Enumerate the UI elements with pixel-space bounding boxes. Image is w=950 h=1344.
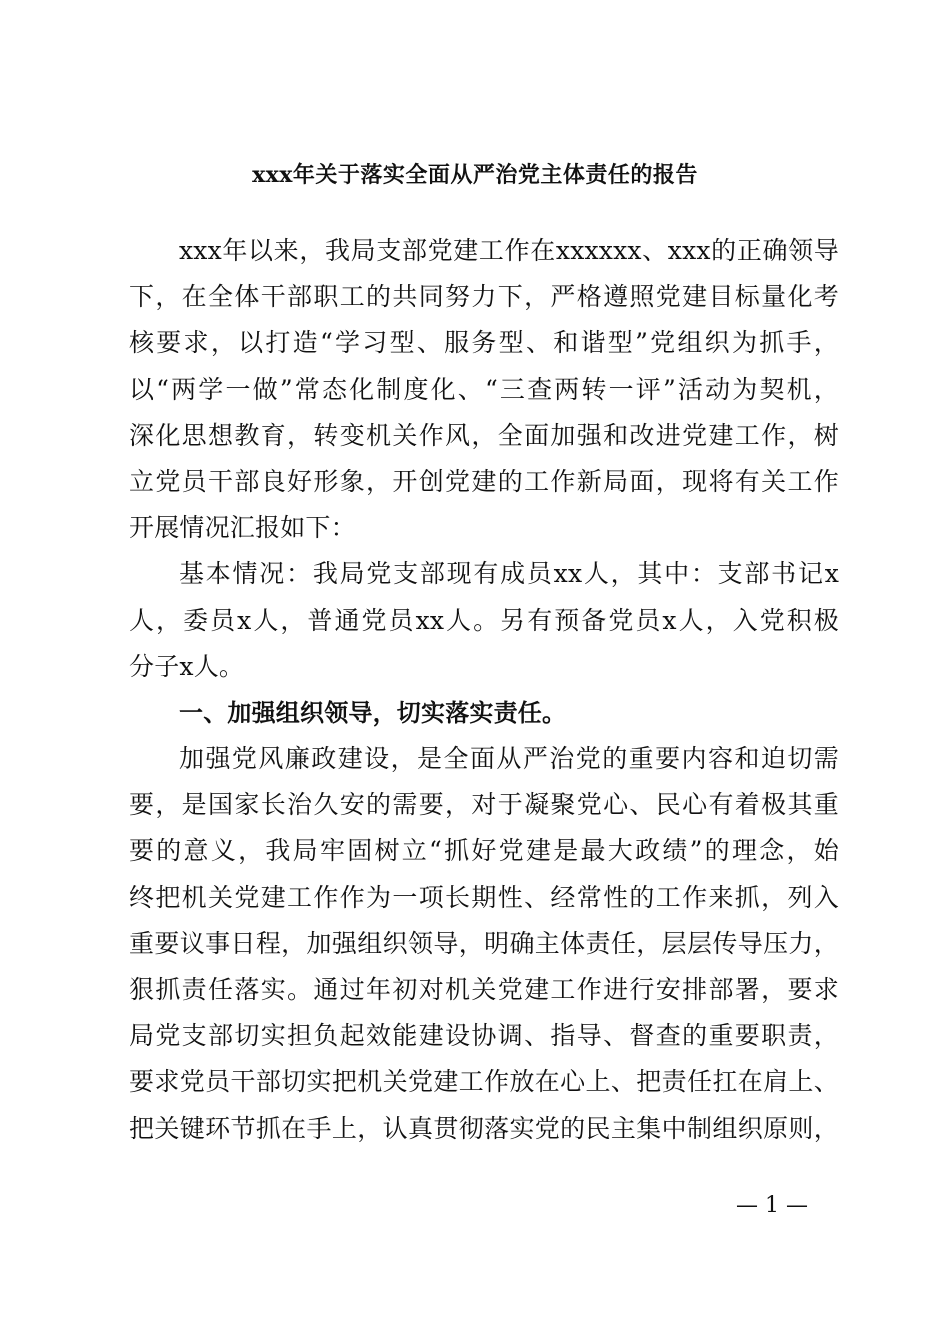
paragraph-line: 基本情况：我局党支部现有成员xx人，其中：支部书记x <box>179 559 839 589</box>
document-title: xxx年关于落实全面从严治党主体责任的报告 <box>252 162 698 188</box>
paragraph-line: 分子x人。 <box>129 651 245 681</box>
section-heading: 一、加强组织领导，切实落实责任。 <box>179 698 567 727</box>
paragraph-line: 开展情况汇报如下： <box>129 513 356 543</box>
paragraph-line: 立党员干部良好形象，开创党建的工作新局面，现将有关工作 <box>129 466 839 496</box>
paragraph-line: 要，是国家长治久安的需要，对于凝聚党心、民心有着极其重 <box>129 790 839 820</box>
paragraph-line: 局党支部切实担负起效能建设协调、指导、督查的重要职责， <box>129 1021 839 1051</box>
document-body <box>129 228 839 1152</box>
paragraph-line: 以“两学一做”常态化制度化、“三查两转一评”活动为契机， <box>129 374 839 404</box>
paragraph-line: 终把机关党建工作作为一项长期性、经常性的工作来抓，列入 <box>129 882 839 912</box>
paragraph-line: 人，委员x人，普通党员xx人。另有预备党员x人，入党积极 <box>129 605 839 635</box>
paragraph-line: 加强党风廉政建设，是全面从严治党的重要内容和迫切需 <box>179 744 839 774</box>
page-number: — 1 — <box>736 1193 808 1218</box>
paragraph-line: 下，在全体干部职工的共同努力下，严格遵照党建目标量化考 <box>129 282 839 312</box>
paragraph-line: 把关键环节抓在手上，认真贯彻落实党的民主集中制组织原则， <box>129 1113 839 1143</box>
paragraph-line: 狠抓责任落实。通过年初对机关党建工作进行安排部署，要求 <box>129 975 839 1004</box>
paragraph-line: 重要议事日程，加强组织领导，明确主体责任，层层传导压力， <box>129 928 839 958</box>
paragraph-line: xxx年以来，我局支部党建工作在xxxxxx、xxx的正确领导 <box>179 236 839 265</box>
paragraph-line: 深化思想教育，转变机关作风，全面加强和改进党建工作，树 <box>129 420 839 450</box>
paragraph-line: 核要求，以打造“学习型、服务型、和谐型”党组织为抓手， <box>129 328 839 358</box>
paragraph-line: 要求党员干部切实把机关党建工作放在心上、把责任扛在肩上、 <box>129 1067 839 1097</box>
paragraph-line: 要的意义，我局牢固树立“抓好党建是最大政绩”的理念，始 <box>129 836 839 866</box>
